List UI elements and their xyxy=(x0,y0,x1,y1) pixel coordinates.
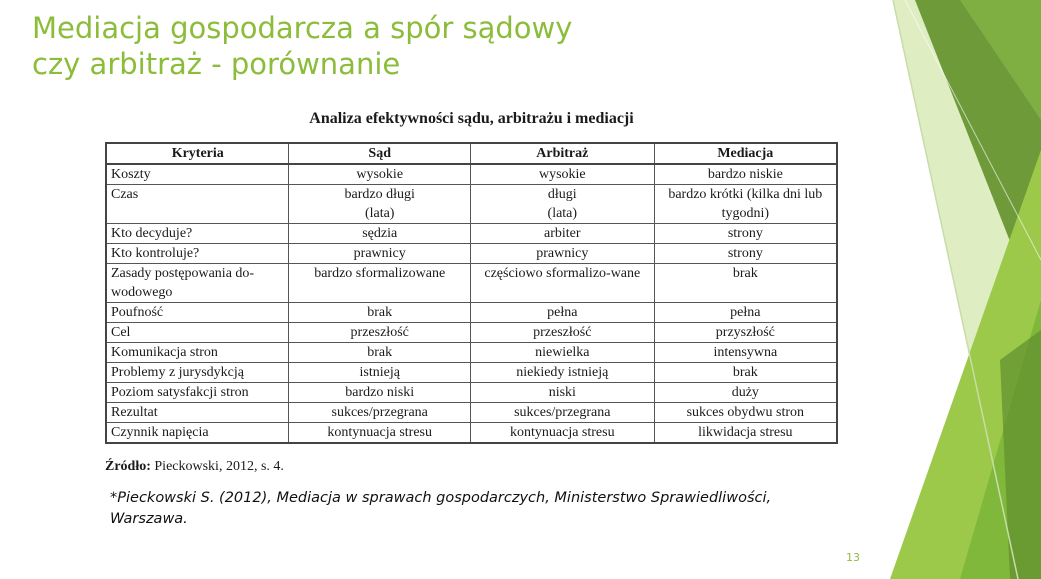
mediation-cell: pełna xyxy=(654,303,837,323)
header-court: Sąd xyxy=(289,143,470,164)
table-row xyxy=(106,185,837,224)
arbitration-cell: kontynuacja stresu xyxy=(470,423,654,444)
footnote: *Pieckowski S. (2012), Mediacja w sprawach gospodarczych, Ministerstwo Sprawiedliwości, Warszawa. xyxy=(110,490,772,527)
header-criteria: Kryteria xyxy=(106,143,289,164)
table-source xyxy=(105,459,284,475)
mediation-cell: sukces obydwu stron xyxy=(654,403,837,423)
court-cell: przeszłość xyxy=(289,323,470,343)
table-row xyxy=(106,323,837,343)
mediation-cell: likwidacja stresu xyxy=(654,423,837,444)
criterion-cell xyxy=(106,264,289,303)
arbitration-cell: przeszłość xyxy=(470,323,654,343)
arbitration-cell xyxy=(470,264,654,303)
mediation-cell: bardzo niskie xyxy=(654,164,837,185)
slide-title-line-1: Mediacja gospodarcza a spór sądowy xyxy=(32,11,573,45)
table-row xyxy=(106,363,837,383)
mediation-cell: brak xyxy=(654,363,837,383)
mediation-cell: duży xyxy=(654,383,837,403)
table-row xyxy=(106,224,837,244)
slide-title-line-2: czy arbitraż - porównanie xyxy=(32,47,401,81)
table-row xyxy=(106,403,837,423)
table-row xyxy=(106,264,837,303)
arbitration-cell: prawnicy xyxy=(470,244,654,264)
mediation-cell: przyszłość xyxy=(654,323,837,343)
mediation-cell: brak xyxy=(654,264,837,303)
arbitration-cell: pełna xyxy=(470,303,654,323)
arbitration-cell: arbiter xyxy=(470,224,654,244)
table-row xyxy=(106,423,837,444)
table-row xyxy=(106,244,837,264)
table-row xyxy=(106,303,837,323)
table-header-row xyxy=(106,143,837,164)
table-row xyxy=(106,343,837,363)
court-cell xyxy=(289,185,470,224)
arbitration-cell xyxy=(470,185,654,224)
criterion-cell: Komunikacja stron xyxy=(106,343,289,363)
court-cell: brak xyxy=(289,343,470,363)
criterion-cell: Problemy z jurysdykcją xyxy=(106,363,289,383)
criterion-cell: Poziom satysfakcji stron xyxy=(106,383,289,403)
criterion-cell: Kto decyduje? xyxy=(106,224,289,244)
court-cell: wysokie xyxy=(289,164,470,185)
arbitration-cell: niewielka xyxy=(470,343,654,363)
arbitration-cell: wysokie xyxy=(470,164,654,185)
mediation-cell: strony xyxy=(654,224,837,244)
criterion-cell: Poufność xyxy=(106,303,289,323)
table-row xyxy=(106,383,837,403)
mediation-cell-text: bardzo krótki (kilka dni lub tygodni) xyxy=(668,187,823,221)
arbitration-cell: niski xyxy=(470,383,654,403)
mediation-cell xyxy=(654,185,837,224)
criterion-cell: Koszty xyxy=(106,164,289,185)
source-label: Źródło: xyxy=(105,459,151,474)
source-text: Pieckowski, 2012, s. 4. xyxy=(150,459,284,474)
slide-title xyxy=(32,10,572,82)
criterion-cell: Czynnik napięcia xyxy=(106,423,289,444)
court-cell: sukces/przegrana xyxy=(289,403,470,423)
court-cell-text: bardzo długi (lata) xyxy=(344,187,415,221)
criterion-cell: Cel xyxy=(106,323,289,343)
arbitration-cell-text: długi (lata) xyxy=(547,187,578,221)
court-cell: istnieją xyxy=(289,363,470,383)
court-cell: sędzia xyxy=(289,224,470,244)
court-cell: prawnicy xyxy=(289,244,470,264)
court-cell: brak xyxy=(289,303,470,323)
criterion-cell: Czas xyxy=(106,185,289,224)
court-cell: kontynuacja stresu xyxy=(289,423,470,444)
comparison-table xyxy=(105,142,838,444)
arbitration-cell-text: częściowo sformalizo-wane xyxy=(484,266,641,281)
court-cell: bardzo sformalizowane xyxy=(289,264,470,303)
criterion-cell: Kto kontroluje? xyxy=(106,244,289,264)
court-cell: bardzo niski xyxy=(289,383,470,403)
criterion-cell-text: Zasady postępowania do-wodowego xyxy=(111,266,255,300)
table-title: Analiza efektywności sądu, arbitrażu i mediacji xyxy=(309,110,634,127)
criterion-cell: Rezultat xyxy=(106,403,289,423)
mediation-cell: intensywna xyxy=(654,343,837,363)
header-mediation: Mediacja xyxy=(654,143,837,164)
mediation-cell: strony xyxy=(654,244,837,264)
arbitration-cell: sukces/przegrana xyxy=(470,403,654,423)
arbitration-cell: niekiedy istnieją xyxy=(470,363,654,383)
table-row xyxy=(106,164,837,185)
header-arbitration: Arbitraż xyxy=(470,143,654,164)
page-number: 13 xyxy=(846,551,860,564)
